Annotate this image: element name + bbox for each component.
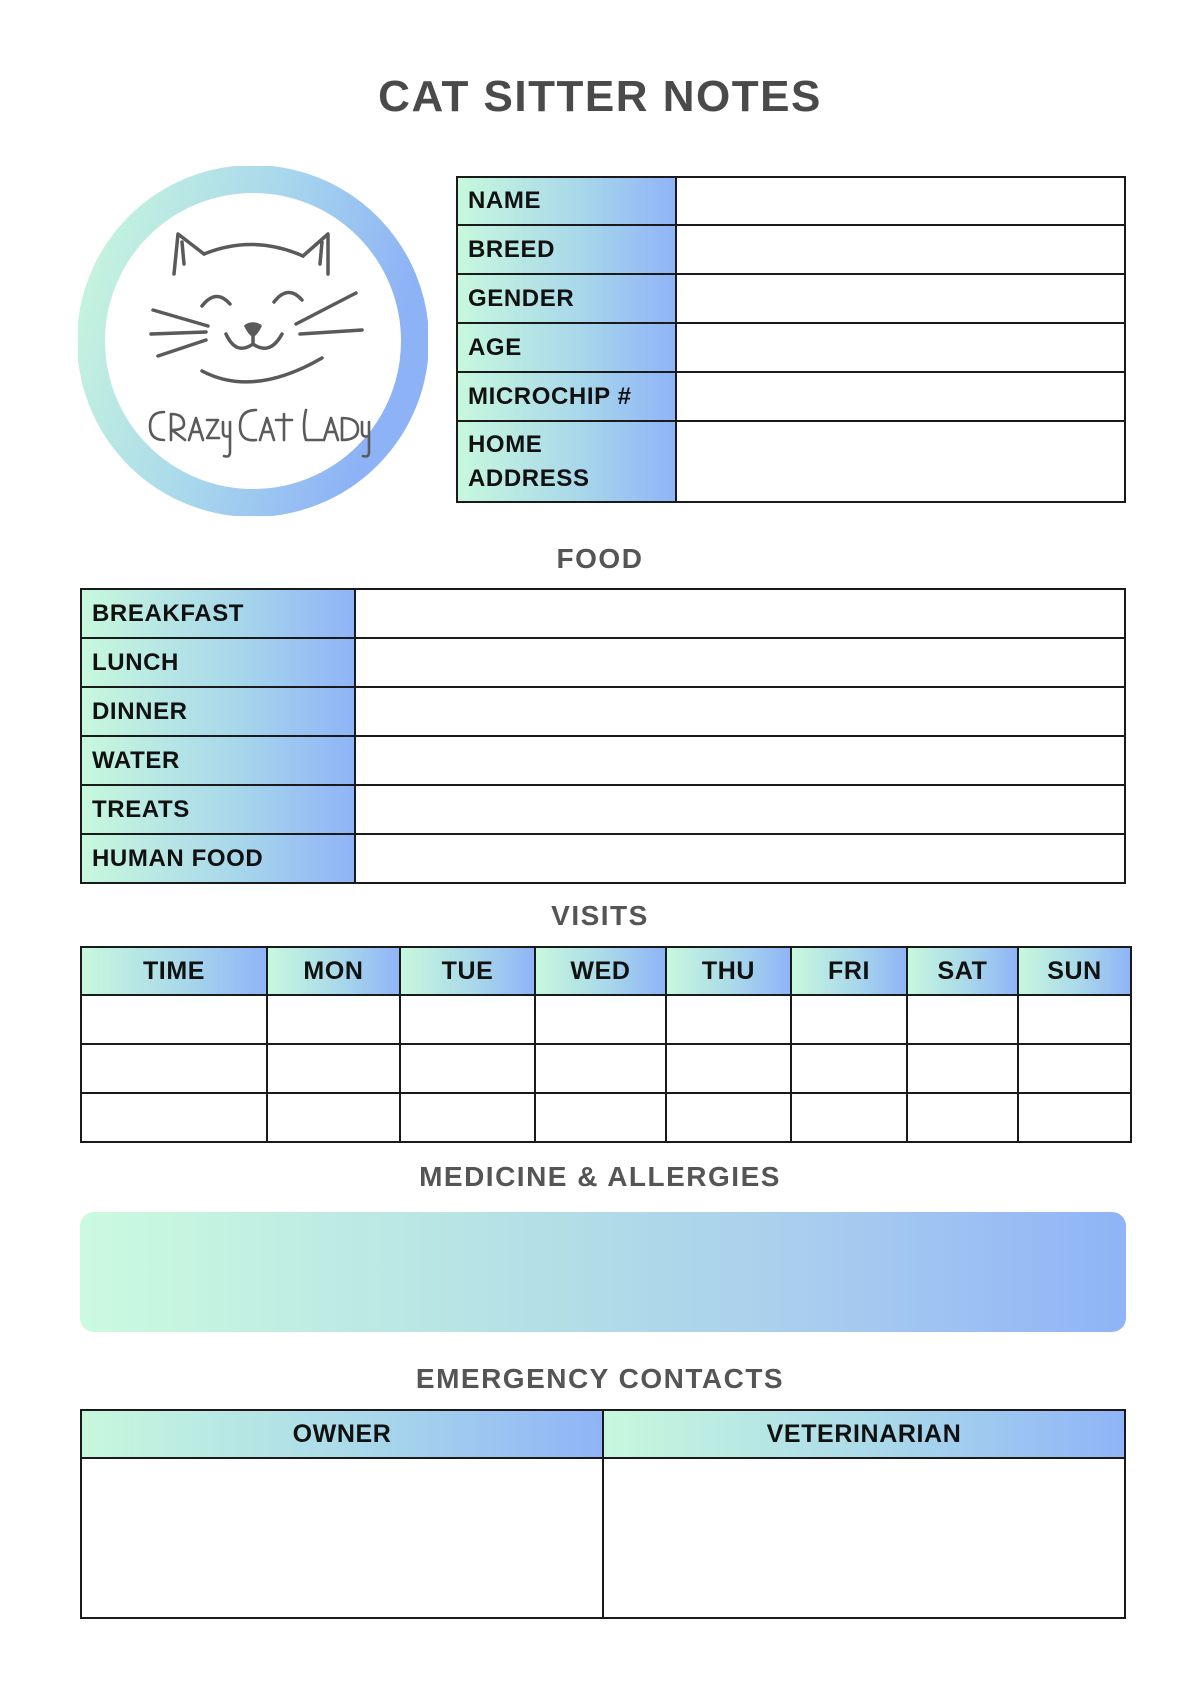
microchip-label: MICROCHIP # [457, 372, 676, 421]
pet-name-label: NAME [457, 177, 676, 225]
visits-col-mon: MON [267, 947, 400, 995]
medicine-section-title: MEDICINE & ALLERGIES [419, 1161, 781, 1192]
visits-col-fri: FRI [791, 947, 907, 995]
visits-col-sun: SUN [1018, 947, 1131, 995]
dinner-label: DINNER [81, 687, 355, 736]
visits-section-title: VISITS [551, 900, 649, 931]
visit-cell[interactable] [267, 995, 400, 1044]
visit-cell[interactable] [907, 1044, 1018, 1093]
food-row [81, 687, 1125, 736]
visits-col-sat: SAT [907, 947, 1018, 995]
home-address-label-line2: ADDRESS [468, 464, 590, 492]
age-label: AGE [457, 323, 676, 372]
pet-info-row [457, 323, 1125, 372]
visit-cell[interactable] [400, 1044, 535, 1093]
visits-col-wed: WED [535, 947, 666, 995]
visit-cell[interactable] [81, 1093, 267, 1142]
visit-cell[interactable] [81, 995, 267, 1044]
pet-info-row [457, 225, 1125, 274]
emergency-row [81, 1458, 1125, 1618]
home-address-label-line1: HOME [468, 430, 543, 458]
cat-face-icon [151, 234, 362, 382]
visit-cell[interactable] [535, 1093, 666, 1142]
visits-row [81, 1044, 1131, 1093]
gender-label: GENDER [457, 274, 676, 323]
visits-row [81, 1093, 1131, 1142]
breakfast-label: BREAKFAST [81, 589, 355, 638]
emergency-section-title: EMERGENCY CONTACTS [415, 1363, 785, 1394]
emergency-header-row [81, 1410, 1125, 1458]
medicine-allergies-field[interactable] [80, 1212, 1126, 1332]
food-row [81, 589, 1125, 638]
veterinarian-header: VETERINARIAN [603, 1410, 1125, 1458]
breed-label: BREED [457, 225, 676, 274]
pet-info-row [457, 274, 1125, 323]
page-title: CAT SITTER NOTES [378, 72, 822, 121]
treats-label: TREATS [81, 785, 355, 834]
visits-table [80, 946, 1132, 1143]
visit-cell[interactable] [400, 995, 535, 1044]
pet-info-row [457, 421, 1125, 502]
lunch-field[interactable] [355, 638, 1125, 687]
owner-header: OWNER [81, 1410, 603, 1458]
visit-cell[interactable] [907, 995, 1018, 1044]
pet-name-field[interactable] [676, 177, 1125, 225]
breed-field[interactable] [676, 225, 1125, 274]
visit-cell[interactable] [267, 1044, 400, 1093]
lunch-label: LUNCH [81, 638, 355, 687]
human-food-label: HUMAN FOOD [81, 834, 355, 883]
visit-cell[interactable] [535, 1044, 666, 1093]
visits-col-time: TIME [81, 947, 267, 995]
dinner-field[interactable] [355, 687, 1125, 736]
veterinarian-contact-field[interactable] [603, 1458, 1125, 1618]
water-field[interactable] [355, 736, 1125, 785]
visit-cell[interactable] [907, 1093, 1018, 1142]
pet-info-table [456, 176, 1126, 503]
food-table [80, 588, 1126, 884]
logo-text [150, 410, 369, 457]
breakfast-field[interactable] [355, 589, 1125, 638]
gender-field[interactable] [676, 274, 1125, 323]
visit-cell[interactable] [1018, 1093, 1131, 1142]
visit-cell[interactable] [791, 995, 907, 1044]
visit-cell[interactable] [1018, 995, 1131, 1044]
visit-cell[interactable] [81, 1044, 267, 1093]
visit-cell[interactable] [666, 1093, 791, 1142]
human-food-field[interactable] [355, 834, 1125, 883]
visits-col-thu: THU [666, 947, 791, 995]
visit-cell[interactable] [666, 1044, 791, 1093]
emergency-contacts-table [80, 1409, 1126, 1619]
crazy-cat-lady-logo [78, 166, 428, 516]
food-row [81, 785, 1125, 834]
microchip-field[interactable] [676, 372, 1125, 421]
home-address-label [457, 421, 676, 502]
visit-cell[interactable] [666, 995, 791, 1044]
food-row [81, 638, 1125, 687]
visit-cell[interactable] [791, 1044, 907, 1093]
visit-cell[interactable] [791, 1093, 907, 1142]
visit-cell[interactable] [535, 995, 666, 1044]
visits-header-row [81, 947, 1131, 995]
visits-row [81, 995, 1131, 1044]
visits-col-tue: TUE [400, 947, 535, 995]
visit-cell[interactable] [1018, 1044, 1131, 1093]
food-row [81, 736, 1125, 785]
owner-contact-field[interactable] [81, 1458, 603, 1618]
food-section-title: FOOD [556, 543, 644, 574]
water-label: WATER [81, 736, 355, 785]
visit-cell[interactable] [267, 1093, 400, 1142]
pet-info-row [457, 177, 1125, 225]
pet-info-row [457, 372, 1125, 421]
food-row [81, 834, 1125, 883]
home-address-field[interactable] [676, 421, 1125, 502]
treats-field[interactable] [355, 785, 1125, 834]
age-field[interactable] [676, 323, 1125, 372]
visit-cell[interactable] [400, 1093, 535, 1142]
